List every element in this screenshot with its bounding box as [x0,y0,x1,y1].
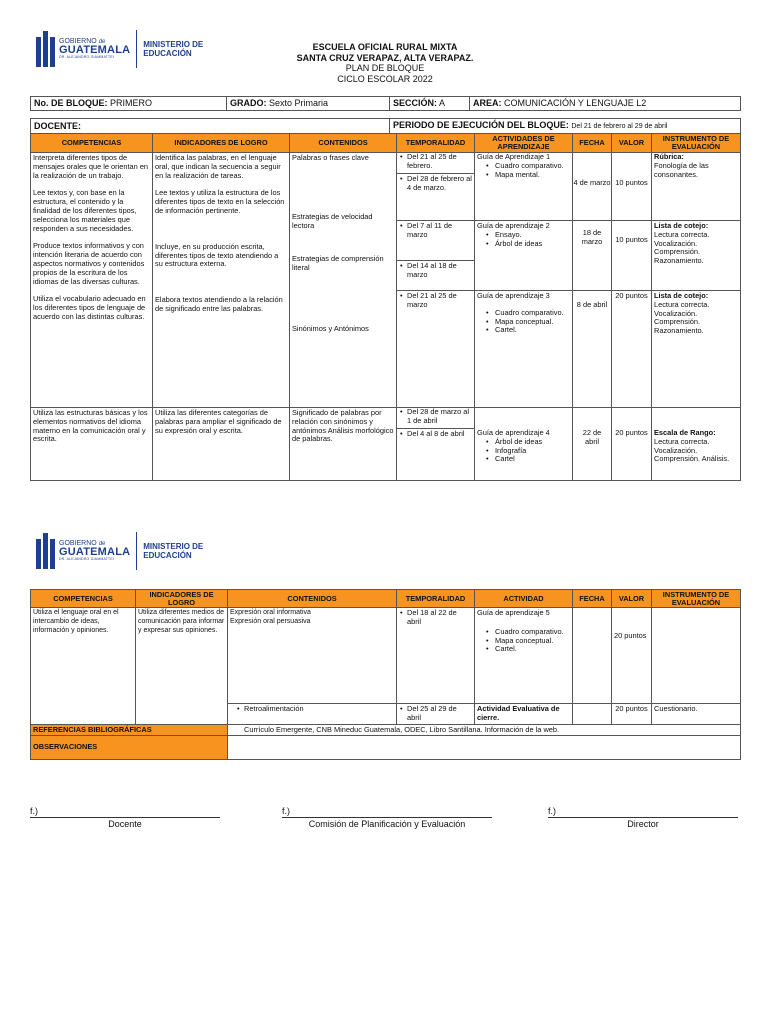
periodo-cell: PERIODO DE EJECUCIÓN DEL BLOQUE: Del 21 de febrero al 29 de abril [390,119,741,134]
actividades-cell: Guía de Aprendizaje 1 • Cuadro comparativo. • Mapa mental. Guía de aprendizaje 2 • Ensayo. • Árbol de ideas Guía de aprendizaje 3 • Cuadro comparativo. • Mapa conceptual. • Cartel. [475,153,573,408]
fecha-cell: 4 de marzo 18 de marzo 8 de abril [573,153,612,408]
table-row: • Retroalimentación • Del 25 al 29 de abril Actividad Evaluativa de cierre. 20 puntos Cuestionario. [31,704,741,725]
area-cell: AREA: COMUNICACIÓN Y LENGUAJE L2 [470,97,741,111]
signature-docente: f.) Docente [30,806,220,829]
school-location: SANTA CRUZ VERAPAZ, ALTA VERAPAZ. [296,52,474,63]
plan-title: PLAN DE BLOQUE [345,63,425,73]
table-2-header: COMPETENCIAS INDICADORES DE LOGRO CONTENIDOS TEMPORALIDAD ACTIVIDAD FECHA VALOR INSTRUMENTO DE EVALUACIÓN [31,590,741,608]
ministerio-wordmark: MINISTERIO DE EDUCACIÓN [143,39,204,58]
seccion-cell: SECCIÓN: A [390,97,470,111]
table-row: Utiliza las estructuras básicas y los elementos normativos del idioma materno en la comunicación oral y escrita. Utiliza las diferentes categorías de palabras para ampliar el significado de su expresión oral y escrita. Significado de palabras por relación con sinónimos y antónimos Análisis morfológico de palabras. • Del 28 de marzo al 1 de abril • Del 4 al 8 de abril Guía de aprendizaje 4 • Árbol de ideas • Infografía • Cartel 22 de abril 20 puntos Escala de Rango: Lectura correcta. Vocalización. Comprensión. Análisis. [31,408,741,481]
flag-bars-icon [36,533,55,569]
observations-row: OBSERVACIONES [31,736,741,760]
temporalidad-cell: • Del 21 al 25 de febrero. • Del 28 de febrero al 4 de marzo. • Del 7 al 11 de marzo • Del 14 al 18 de marzo • Del 21 al 25 de marzo [397,153,475,408]
table-row: Utiliza el lenguaje oral en el intercambio de ideas, información y opiniones. Utiliza diferentes medios de comunicación para informar y expresar sus opiniones. Expresión oral informativa Expresión oral persuasiva • Del 18 al 22 de abril Guía de aprendizaje 5 • Cuadro comparativo. • Mapa conceptual. • Cartel. 20 puntos [31,608,741,704]
indicadores-cell: Identifica las palabras, en el lenguaje oral, que indican la secuencia a seguir en la realización de tareas. Lee textos y utiliza la estructura de los diferentes tipos de texto en la selección de información pertinente. Incluye, en su producción escrita, diferentes tipos de texto atendiendo a su estructura externa. Elabora textos atendiendo a la relación de significado entre las palabras. [153,153,290,408]
contenidos-cell: Palabras o frases clave Estrategias de velocidad lectora Estrategias de comprensión literal Sinónimos y Antónimos [290,153,397,408]
grado-cell: GRADO: Sexto Primaria [227,97,390,111]
info-table [30,96,741,134]
competencias-cell: Interpreta diferentes tipos de mensajes orales que le orientan en la realización de un trabajo. Lee textos y, con base en la estructura, el contenido y la finalidad de los diferentes tipos, selecciona los materiales que responden a sus necesidades. Produce textos informativos y con intención literaria de acuerdo con aspectos normativos y contenidos propios de la escritura de los idiomas de las diversas culturas. Utiliza el vocabulario adecuado en los diferentes tipos de lenguaje de acuerdo con las distintas culturas. [31,153,153,408]
bloque-cell: No. DE BLOQUE: PRIMERO [31,97,227,111]
cycle-title: CICLO ESCOLAR 2022 [337,73,433,84]
signature-director: f.) Director [548,806,738,829]
table-1-header: COMPETENCIAS INDICADORES DE LOGRO CONTENIDOS TEMPORALIDAD ACTIVIDADES DE APRENDIZAJE FECHA VALOR INSTRUMENTO DE EVALUACIÓN [31,134,741,153]
plan-table-2 [30,589,741,760]
docente-cell: DOCENTE: [31,119,390,134]
gobierno-logo [36,30,203,68]
gobierno-wordmark: GOBIERNO de GUATEMALA DR. ALEJANDRO GIAMMATTEI [59,38,131,60]
document-header [180,42,590,84]
signature-comision: f.) Comisión de Planificación y Evaluación [282,806,492,829]
table-row [31,153,741,408]
valor-cell: 10 puntos 10 puntos 20 puntos [612,153,652,408]
gobierno-logo-2: GOBIERNO de GUATEMALA DR. ALEJANDRO GIAMMATTEI MINISTERIO DE EDUCACIÓN [36,532,203,570]
plan-table-1 [30,133,741,481]
instrumento-cell: Rúbrica: Fonología de las consonantes. Lista de cotejo: Lectura correcta. Vocalización. Comprensión. Razonamiento. Lista de cotejo: Lectura correcta. Vocalización. Comprensión. Razonamiento. [652,153,741,408]
school-name: ESCUELA OFICIAL RURAL MIXTA [312,42,458,52]
flag-bars-icon [36,31,55,67]
references-row: REFERENCIAS BIBLIOGRÁFICAS Currículo Emergente, CNB Mineduc Guatemala, ODEC, Libro Santillana. Información de la web. [31,724,741,736]
